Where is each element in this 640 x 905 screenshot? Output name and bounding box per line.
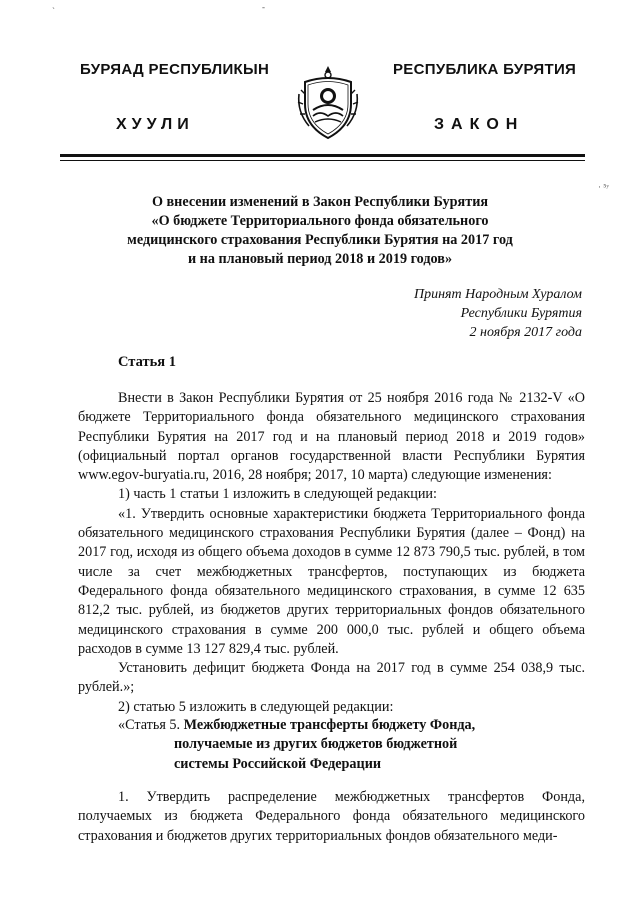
- adoption-line: Принят Народным Хуралом: [413, 287, 582, 302]
- paragraph: Внести в Закон Республики Бурятия от 25 ноября 2016 года № 2132-V «О бюджете Территориального фонда обязательного медицинского страхования Республики Бурятия на 2017 год и на плановый период 2018 и 2019 годов» (официальный портал органов государственной власти Республики Бурятия www.egov-buryatia.ru, 2016, 28 ноября; 2017, 10 марта) следующие изменения:: [78, 390, 585, 484]
- adoption-date: 2 ноября 2017 года: [469, 325, 582, 340]
- article-1-body: [78, 389, 585, 717]
- paragraph: Установить дефицит бюджета Фонда на 2017 год в сумме 254 038,9 тыс. рублей.»;: [78, 660, 585, 696]
- scan-speck: -: [262, 2, 265, 12]
- scan-speck: · ⁵ʸ: [598, 182, 610, 192]
- article-5-label: «Статья 5.: [118, 717, 181, 733]
- header-divider-thin: [60, 160, 585, 161]
- adoption-note: [414, 285, 582, 342]
- header-divider-thick: [60, 154, 585, 157]
- header-right-subtitle: ЗАКОН: [434, 116, 525, 133]
- law-title-line: и на плановый период 2018 и 2019 годов»: [187, 251, 453, 267]
- law-title-line: «О бюджете Территориального фонда обязательного: [151, 213, 489, 229]
- article-5-title-line: получаемые из других бюджетов бюджетной: [174, 736, 458, 753]
- scan-speck: `: [52, 6, 55, 16]
- law-title-line: О внесении изменений в Закон Республики Бурятия: [151, 194, 489, 210]
- law-title: [80, 193, 560, 269]
- article-5-title-line: системы Российской Федерации: [174, 755, 382, 772]
- paragraph: 1) часть 1 статьи 1 изложить в следующей редакции:: [118, 486, 437, 503]
- header-left-subtitle: ХУУЛИ: [116, 116, 194, 133]
- paragraph: 1. Утвердить распределение межбюджетных трансфертов Фонда, получаемых из бюджета Федерального фонда обязательного медицинского страхования и бюджетов других территориальных фондов обязательного меди-: [78, 789, 585, 844]
- article-5-title-line: Межбюджетные трансферты бюджету Фонда,: [183, 717, 476, 733]
- article-1-heading: Статья 1: [118, 354, 176, 370]
- adoption-line: Республики Бурятия: [460, 306, 582, 321]
- header-right-title: РЕСПУБЛИКА БУРЯТИЯ: [393, 61, 577, 78]
- article-5-heading: [118, 716, 475, 774]
- article-5-body: [78, 788, 585, 846]
- law-title-line: медицинского страхования Республики Бурятия на 2017 год: [127, 232, 513, 248]
- coat-of-arms-emblem: [295, 64, 361, 142]
- paragraph: 2) статью 5 изложить в следующей редакции:: [118, 698, 394, 715]
- header-left-title: БУРЯАД РЕСПУБЛИКЫН: [80, 61, 270, 78]
- paragraph: «1. Утвердить основные характеристики бюджета Территориального фонда обязательного медицинского страхования Республики Бурятия (далее – Фонд) на 2017 год, исходя из общего объема доходов в сумме 12 873 790,5 тыс. рублей, в том числе за счет межбюджетных трансфертов, поступающих из бюджета Федерального фонда обязательного медицинского страхования, в сумме 12 635 812,2 тыс. рублей, из бюджетов других территориальных фондов обязательного медицинского страхования в сумме 200 000,0 тыс. рублей и общего объема расходов в сумме 13 127 829,4 тыс. рублей.: [78, 505, 585, 657]
